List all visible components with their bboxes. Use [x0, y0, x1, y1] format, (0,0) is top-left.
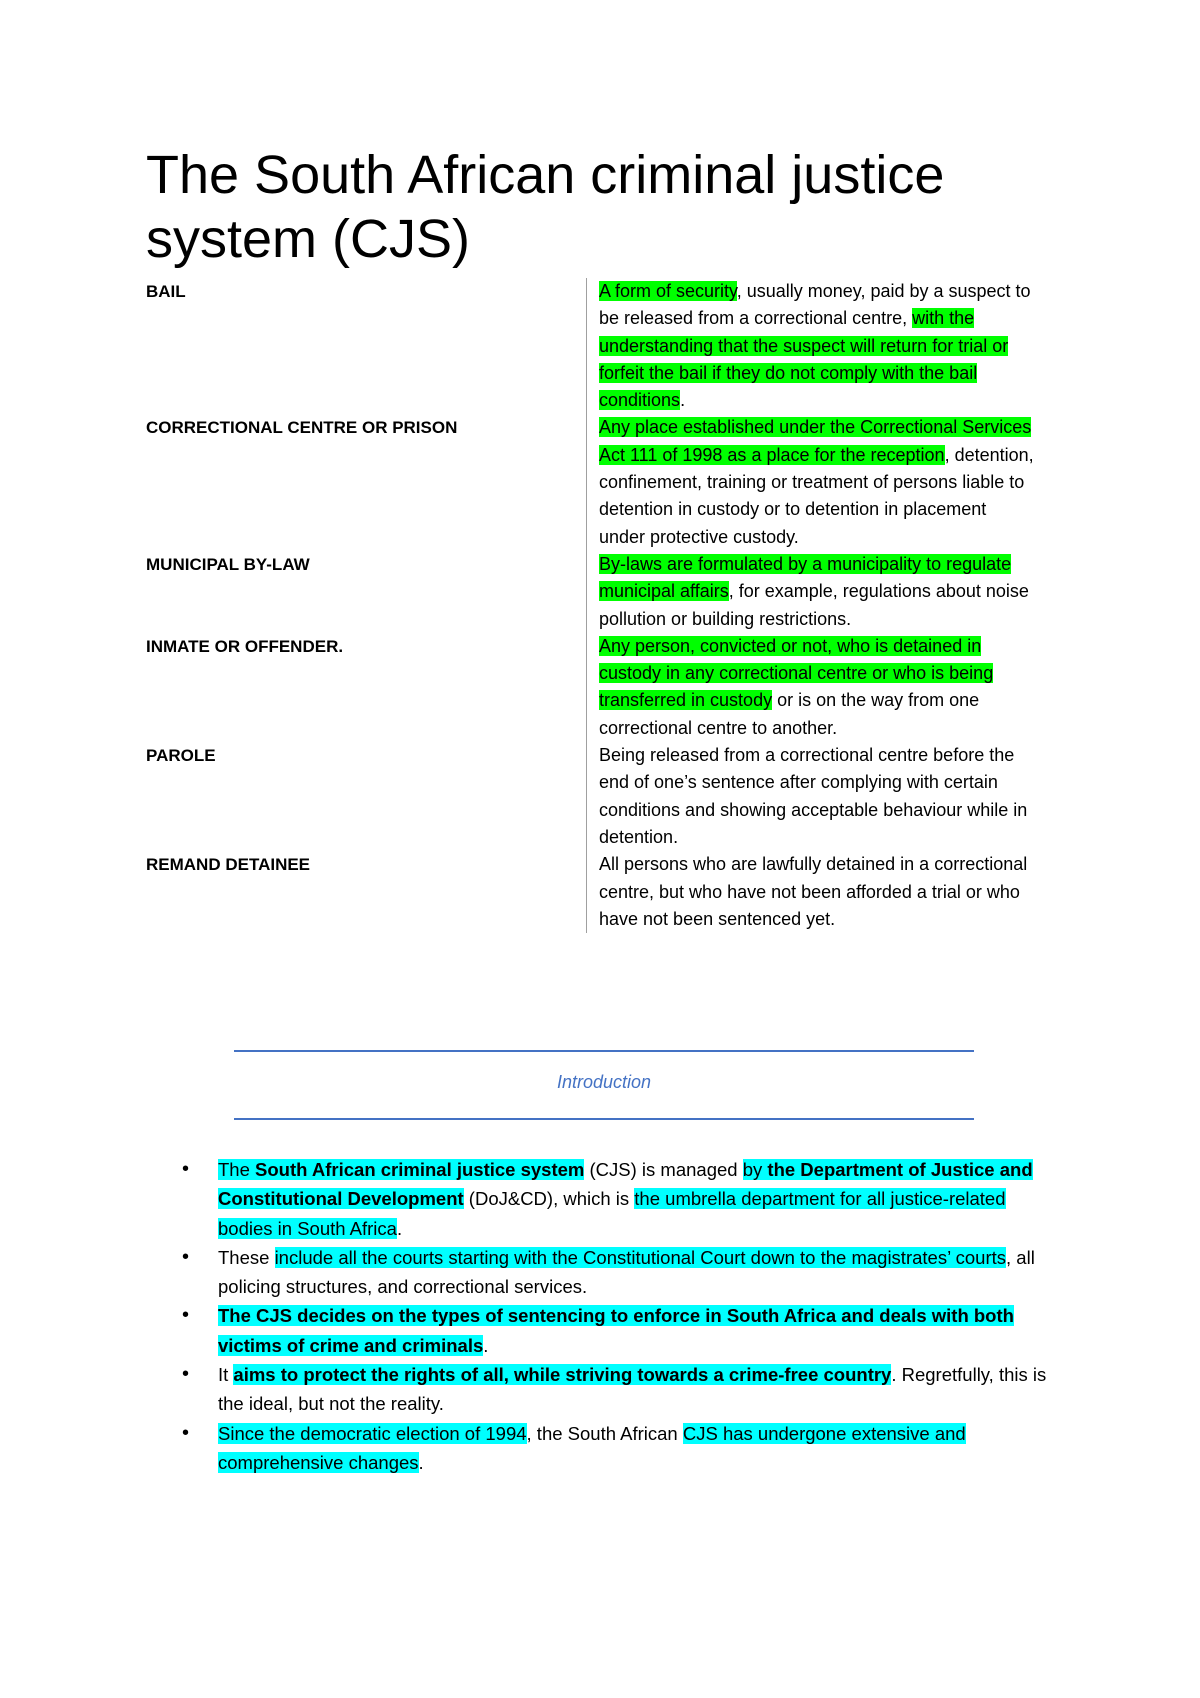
glossary-term: PAROLE — [146, 746, 216, 766]
highlighted-text: CJS has undergone extensive and comprehensive changes — [218, 1422, 966, 1473]
glossary-row — [146, 742, 1066, 851]
glossary-row — [146, 851, 1066, 933]
bullet-text: . — [418, 1451, 424, 1473]
glossary-row — [146, 414, 1066, 550]
glossary-term: BAIL — [146, 282, 186, 301]
bullet-item — [218, 1419, 1058, 1478]
glossary-term: INMATE OR OFFENDER. — [146, 636, 344, 656]
highlighted-text: South African criminal justice system — [255, 1159, 585, 1180]
glossary-row — [146, 278, 1066, 414]
bullet-text: , the South African — [526, 1422, 683, 1444]
glossary-definition — [586, 414, 1036, 550]
glossary-row — [146, 551, 1066, 633]
page-title: The South African criminal justice system (CJS) — [146, 145, 945, 269]
highlighted-text: By-laws are formulated by a municipality to regulate municipal affairs — [599, 553, 1012, 602]
glossary-term: REMAND DETAINEE — [146, 855, 311, 875]
highlighted-text: by — [742, 1159, 768, 1180]
glossary-row — [146, 633, 1066, 742]
definition-text: , for example, regulations about noise pollution or building restrictions. — [599, 581, 1029, 629]
highlighted-text: The — [218, 1159, 256, 1180]
glossary-definition — [586, 278, 1036, 414]
highlighted-text: with the understanding that the suspect will return for trial or forfeit the bail if they do not comply with the bail conditions — [599, 308, 1009, 411]
bullet-item — [218, 1301, 1058, 1360]
section-rule-bottom — [234, 1118, 974, 1120]
bullet-text: . — [483, 1334, 489, 1356]
highlighted-text: The CJS decides on the types of sentencing to enforce in South Africa and deals with both victims of crime and criminals — [218, 1305, 1014, 1356]
bullet-text: . — [396, 1217, 403, 1239]
bullet-text: (CJS) is managed — [584, 1159, 743, 1180]
highlighted-text: Since the democratic election of 1994 — [218, 1422, 527, 1444]
definition-text: All persons who are lawfully detained in a correctional centre, but who have not been afforded a trial or who have not been sentenced yet. — [599, 854, 1028, 929]
highlighted-text: aims to protect the rights of all, while striving towards a crime-free country — [233, 1364, 892, 1386]
highlighted-text: A form of security — [599, 281, 737, 301]
section-heading: Introduction — [556, 1072, 652, 1092]
glossary-definition — [586, 551, 1036, 633]
bullet-item — [218, 1360, 1058, 1419]
bullet-text: It — [218, 1364, 234, 1386]
glossary-definition — [586, 742, 1036, 851]
highlighted-text: the umbrella department for all justice-related bodies in South Africa — [218, 1188, 1006, 1239]
glossary-definition — [586, 851, 1036, 933]
definition-text: , usually money, paid by a suspect to be released from a correctional centre, — [599, 281, 1031, 329]
glossary-table — [146, 278, 1066, 933]
bullet-item — [218, 1155, 1058, 1243]
highlighted-text: Any person, convicted or not, who is detained in custody in any correctional centre or who is being transferred in custody — [599, 635, 994, 711]
glossary-term: MUNICIPAL BY-LAW — [146, 554, 310, 574]
bullet-text: These — [218, 1246, 275, 1268]
definition-text: . — [680, 390, 686, 411]
definition-text: , detention, confinement, training or treatment of persons liable to detention in custody or to detention in placement under protective custody. — [599, 444, 1034, 547]
bullet-list — [218, 1155, 1058, 1477]
bullet-text: . Regretfully, this is the ideal, but not the reality. — [218, 1364, 1047, 1415]
bullet-item — [218, 1243, 1058, 1302]
bullet-text: (DoJ&CD), which is — [463, 1188, 635, 1210]
highlighted-text: include all the courts starting with the Constitutional Court down to the magistrates’ courts — [274, 1246, 1007, 1268]
bullet-text: , all policing structures, and correctional services. — [218, 1246, 1035, 1298]
highlighted-text: the Department of Justice and Constitutional Development — [218, 1159, 1033, 1210]
highlighted-text: Any place established under the Correctional Services Act 111 of 1998 as a place for the reception — [599, 417, 1032, 465]
section-rule-top — [234, 1050, 974, 1052]
glossary-term: CORRECTIONAL CENTRE OR PRISON — [146, 418, 458, 438]
glossary-definition — [586, 633, 1036, 742]
definition-text: Being released from a correctional centre before the end of one’s sentence after complying with certain conditions and showing acceptable behaviour while in detention. — [599, 745, 1028, 847]
definition-text: or is on the way from one correctional centre to another. — [599, 690, 980, 738]
